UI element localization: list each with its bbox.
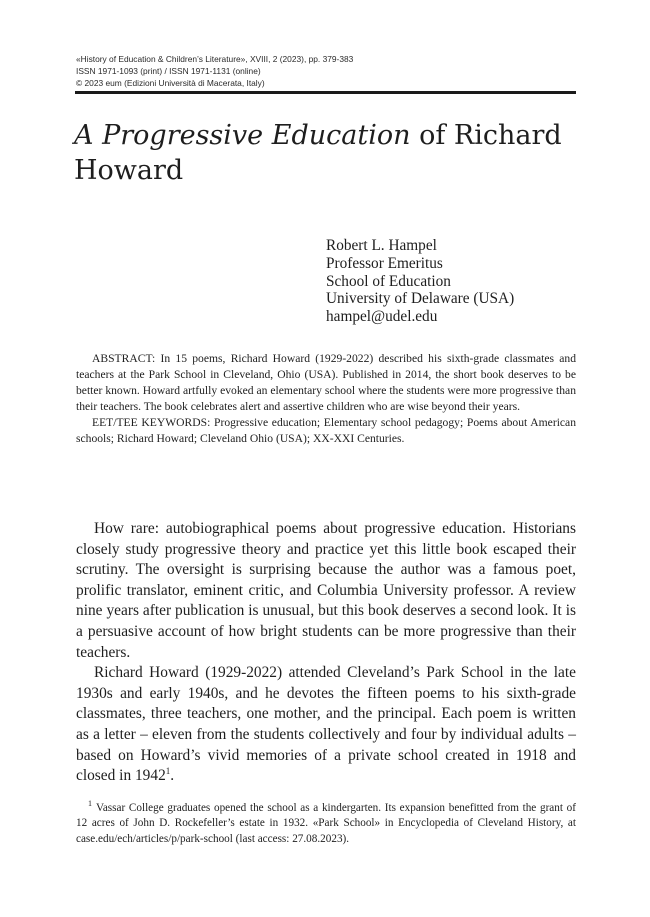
footnote-text: Vassar College graduates opened the school as a kindergarten. Its expansion benefitted from the grant of 12 acres of John D. Rockefeller’s estate in 1932. «Park School» in Encyclopedia of Cleveland History, at case.edu/ech/articles/p/park-school (last access: 27.08.2023). xyxy=(76,802,576,845)
author-block xyxy=(326,237,586,326)
body-paragraph-2: Richard Howard (1929-2022) attended Cleveland’s Park School in the late 1930s and early 1940s, and he devotes the fifteen poems to his sixth-grade classmates, three teachers, one mother, and the principal. Each poem is written as a letter – eleven from the students collectively and four by individual adults – based on Howard’s vivid memories of a private school created in 1918 and closed in 1942$^1$. xyxy=(76,664,576,785)
footnote-mark: 1 xyxy=(88,799,92,809)
abstract-section xyxy=(76,351,576,446)
journal-header xyxy=(76,53,576,89)
author-role: Professor Emeritus xyxy=(326,254,443,272)
header-rule xyxy=(75,91,576,94)
footnote xyxy=(76,801,576,847)
article-title xyxy=(74,118,574,188)
author-university: University of Delaware (USA) xyxy=(326,290,515,308)
body-text xyxy=(76,519,576,787)
footnote-reference[interactable]: 1 xyxy=(165,766,171,776)
journal-issn: ISSN 1971-1093 (print) / ISSN 1971-1131 (online) xyxy=(76,66,261,76)
body-paragraph-2-text: Richard Howard (1929-2022) attended Cleveland’s Park School in the late 1930s and early 1940s, and he devotes the fifteen poems to his sixth-grade classmates, three teachers, one mother, and the principal. Each poem is written as a letter – eleven from the students collectively and four by individual adults – based on Howard’s vivid memories of a private school created in 1918 and closed in 1942 xyxy=(76,664,576,785)
journal-citation: «History of Education & Children’s Literature», XVIII, 2 (2023), pp. 379-383 xyxy=(76,54,354,64)
keywords-text: EET/TEE KEYWORDS: Progressive education; Elementary school pedagogy; Poems about American schools; Richard Howard; Cleveland Ohio (USA); XX-XXI Centuries. xyxy=(76,415,576,445)
author-school: School of Education xyxy=(326,272,451,290)
footnote-1 xyxy=(76,801,576,847)
abstract-text: ABSTRACT: In 15 poems, Richard Howard (1929-2022) described his sixth-grade classmates and teachers at the Park School in Cleveland, Ohio (USA). Published in 2014, the short book deserves to be better known. Howard artfully evoked an elementary school where the students were more progressive than their teachers. The book celebrates alert and assertive children who are wise beyond their years. xyxy=(76,352,576,413)
journal-copyright: © 2023 eum (Edizioni Università di Macerata, Italy) xyxy=(76,78,265,88)
author-email[interactable]: hampel@udel.edu xyxy=(326,308,438,326)
author-name: Robert L. Hampel xyxy=(326,237,437,254)
title-rest: of Richard Howard xyxy=(74,120,562,186)
body-paragraph-1: How rare: autobiographical poems about progressive education. Historians closely study progressive theory and practice yet this little book escaped their scrutiny. The oversight is surprising because the author was a famous poet, prolific translator, eminent critic, and Columbia University professor. A review nine years after publication is unusual, but this book deserves a second look. It is a persuasive account of how bright students can be more progressive than their teachers. xyxy=(76,520,576,661)
title-italic-part: A Progressive Education xyxy=(74,120,411,151)
